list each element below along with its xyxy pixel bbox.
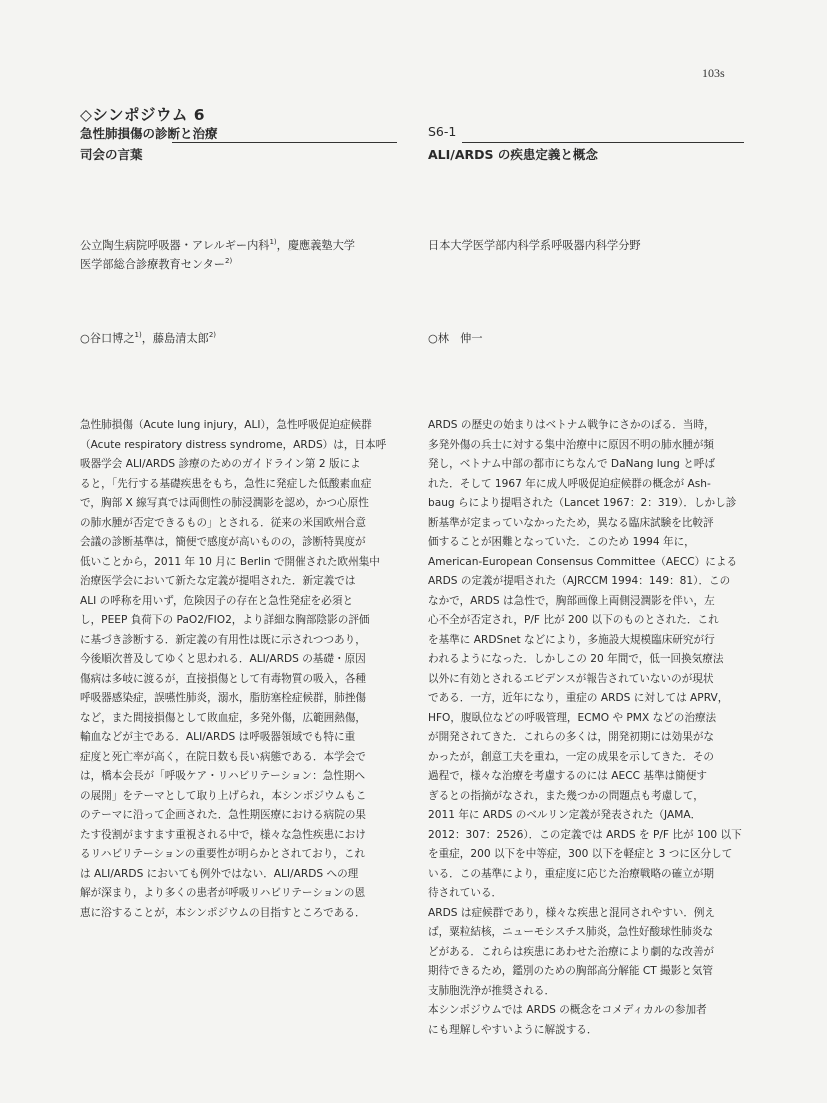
body-line: れた．そして 1967 年に成人呼吸促迫症候群の概念が Ash-	[428, 477, 711, 490]
body-line: 期待できるため，鑑別のための胸部高分解能 CT 撮影と気管	[428, 965, 714, 977]
left-affiliation	[80, 236, 355, 274]
body-line: 呼吸器感染症，誤嚥性肺炎，溺水，脂肪塞栓症候群，肺挫傷	[80, 692, 367, 704]
right-author: ○林 伸一	[428, 332, 483, 345]
body-line: 低いことから，2011 年 10 月に Berlin で開催された欧州集中	[80, 555, 380, 568]
body-line: のテーマに沿って企画された．急性期医療における病院の果	[80, 809, 367, 821]
body-line: なかで，ARDS は急性で，胸部画像上両側浸潤影を伴い，左	[428, 594, 715, 607]
body-line: 価することが困難となっていた．このため 1994 年に，	[428, 536, 695, 548]
body-line: ば，粟粒結核，ニューモシスチス肺炎，急性好酸球性肺炎な	[428, 926, 714, 938]
body-line: 支肺胞洗浄が推奨される．	[428, 984, 556, 997]
body-line: など，また間接損傷として敗血症，多発外傷，広範囲熱傷，	[80, 711, 367, 724]
body-line: 傷病は多岐に渡るが，直接損傷として有毒物質の吸入，各種	[80, 672, 367, 685]
body-line: ARDS の歴史の始まりはベトナム戦争にさかのぼる．当時，	[428, 419, 715, 431]
right-body-text	[428, 416, 742, 1040]
left-body-text	[80, 416, 386, 923]
body-line: が開発されてきた．これらの多くは，開発初期には効果がな	[428, 731, 715, 743]
body-line: 解が深まり，より多くの患者が呼吸リハビリテーションの恩	[80, 887, 366, 899]
body-line: たす役割がますます重視される中で，様々な急性疾患におけ	[80, 828, 366, 841]
left-authors: ○谷口博之$^{1)}$，藤島清太郎$^{2)}$	[80, 331, 217, 345]
body-line: われるようになった．しかしこの 20 年間で，低一回換気療法	[428, 653, 724, 665]
body-line: baug らにより提唱された（Lancet 1967：2：319）．しかし診	[428, 497, 737, 509]
body-line: 発し，ベトナム中部の都市にちなんで DaNang lung と呼ば	[428, 458, 716, 470]
body-line: 吸器学会 ALI/ARDS 診療のためのガイドライン第 2 版によ	[80, 458, 361, 470]
symposium-title: ◇シンポジウム 6	[80, 106, 206, 124]
body-line: いる．この基準により，重症度に応じた治療戦略の確立が期	[428, 867, 715, 880]
body-line: し，PEEP 負荷下の PaO2/FIO2，より詳細な胸部陰影の評価	[80, 614, 370, 626]
body-line: は ALI/ARDS においても例外ではない．ALI/ARDS への理	[80, 867, 359, 880]
body-line: で，胸部 X 線写真では両側性の肺浸潤影を認め，かつ心原性	[80, 497, 369, 509]
body-line: 過程で，様々な治療を考慮するのには AECC 基準は簡便す	[428, 770, 707, 782]
body-line: HFO，腹臥位などの呼吸管理，ECMO や PMX などの治療法	[428, 711, 717, 724]
body-line: 2012：307：2526）．この定義では ARDS を P/F 比が 100 以下	[428, 828, 742, 841]
left-subtitle: 司会の言葉	[80, 147, 143, 162]
body-line: に基づき診断する．新定義の有用性は既に示されつつあり，	[80, 633, 366, 646]
body-line: 恵に浴することが，本シンポジウムの目指すところである．	[80, 906, 366, 919]
body-line: 治療医学会において新たな定義が提唱された．新定義では	[80, 575, 356, 587]
body-line: American-European Consensus Committee（AECC）による	[428, 555, 738, 568]
body-line: 断基準が定まっていなかったため，異なる臨床試験を比較評	[428, 516, 714, 529]
body-line: ARDS は症候群であり，様々な疾患と混同されやすい．例え	[428, 906, 716, 919]
body-line: 以外に有効とされるエビデンスが報告されていないのが現状	[428, 672, 714, 685]
session-code: S6-1	[428, 124, 457, 139]
body-line: 輸血などが主である．ALI/ARDS は呼吸器領域でも特に重	[80, 731, 356, 743]
body-line: 待されている．	[428, 887, 503, 899]
body-line: 多発外傷の兵士に対する集中治療中に原因不明の肺水腫が頻	[428, 438, 715, 451]
body-line: どがある．これらは疾患にあわせた治療により劇的な改善が	[428, 945, 715, 958]
session-title: 急性肺損傷の診断と治療	[80, 126, 218, 141]
body-line: （Acute respiratory distress syndrome，ARDS）は，日本呼	[80, 438, 387, 451]
body-line: 症度と死亡率が高く，在院日数も長い病態である．本学会で	[80, 750, 366, 763]
body-line: るリハビリテーションの重要性が明らかとされており，これ	[80, 848, 366, 860]
body-line: ALI の呼称を用いず，危険因子の存在と急性発症を必須と	[80, 594, 354, 607]
affiliation-line-1: 公立陶生病院呼吸器・アレルギー内科$^{1)}$，慶應義塾大学	[80, 238, 355, 252]
body-line: 今後順次普及してゆくと思われる．ALI/ARDS の基礎・原因	[80, 653, 366, 665]
body-line: 会議の診断基準は，簡便で感度が高いものの，診断特異度が	[80, 536, 366, 548]
page-number: 103s	[702, 66, 725, 80]
body-line: ぎるとの指摘がなされ，また幾つかの問題点も考慮して，	[428, 789, 704, 802]
body-line: 2011 年に ARDS のベルリン定義が発表された（JAMA．	[428, 809, 702, 821]
body-line: ると，「先行する基礎疾患をもち，急性に発症した低酸素血症	[80, 477, 372, 490]
body-line: ARDS の定義が提唱された（AJRCCM 1994：149：81）．この	[428, 575, 731, 587]
body-line: の展開」をテーマとして取り上げられ，本シンポジウムもこ	[80, 789, 367, 802]
body-line: を基準に ARDSnet などにより，多施設大規模臨床研究が行	[428, 633, 715, 646]
body-line: は，橋本会長が「呼吸ケア・リハビリテーション：急性期へ	[80, 770, 366, 782]
body-line: 本シンポジウムでは ARDS の概念をコメディカルの参加者	[428, 1004, 707, 1016]
body-line: かったが，創意工夫を重ね，一定の成果を示してきた．その	[428, 750, 715, 763]
body-line: を重症，200 以下を中等症，300 以下を軽症と 3 つに区分して	[428, 848, 733, 860]
title-rule	[172, 142, 397, 143]
right-title: ALI/ARDS の疾患定義と概念	[428, 147, 598, 162]
right-affiliation: 日本大学医学部内科学系呼吸器内科学分野	[428, 239, 641, 252]
code-rule	[462, 142, 744, 143]
affiliation-line-2: 医学部総合診療教育センター$^{2)}$	[80, 257, 233, 271]
body-line: にも理解しやすいように解説する．	[428, 1023, 598, 1036]
body-line: である．一方，近年になり，重症の ARDS に対しては APRV，	[428, 692, 729, 704]
body-line: 急性肺損傷（Acute lung injury，ALI），急性呼吸促迫症候群	[80, 419, 372, 431]
body-line: 心不全が否定され，P/F 比が 200 以下のものとされた．これ	[428, 614, 719, 626]
body-line: の肺水腫が否定できるもの」とされる．従来の米国欧州合意	[80, 516, 367, 529]
